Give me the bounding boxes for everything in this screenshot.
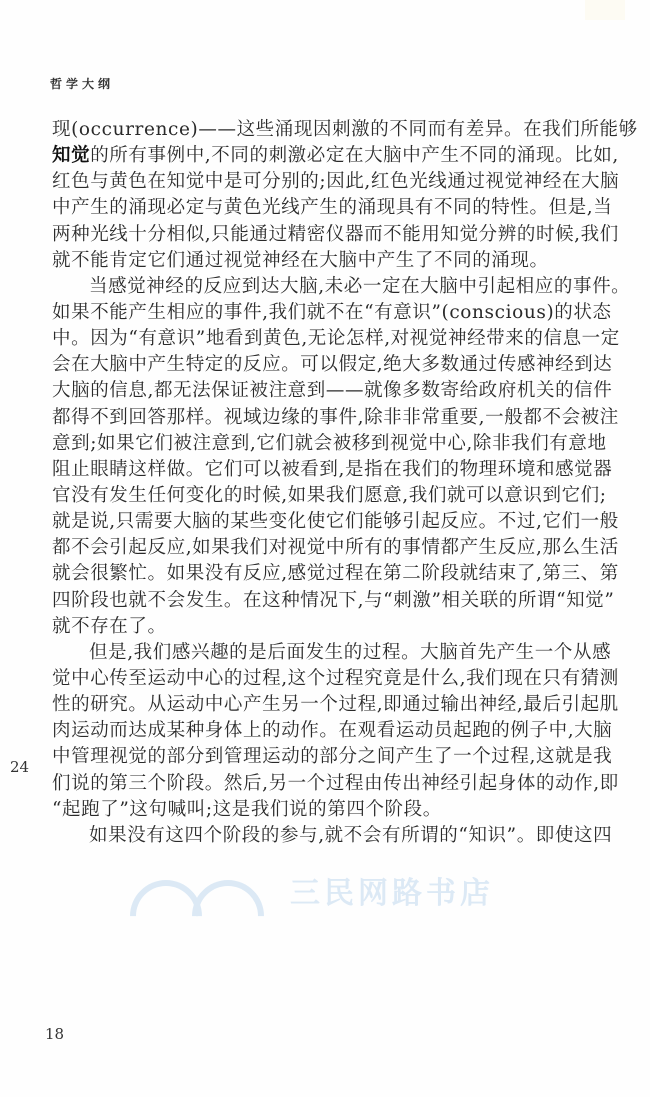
- line-text: 中。因为“有意识”地看到黄色,无论怎样,对视觉神经带来的信息一定: [52, 328, 620, 350]
- page-number: 18: [45, 1025, 65, 1043]
- text-line: [52, 614, 592, 640]
- line-text: 如果没有这四个阶段的参与,就不会有所谓的“知识”。即使这四: [89, 824, 613, 846]
- text-line: [52, 326, 620, 352]
- text-line: [52, 509, 619, 535]
- text-line: [52, 561, 619, 587]
- text-line: [52, 744, 613, 770]
- line-text: 两种光线十分相似,只能通过精密仪器而不能用知觉分辨的时候,我们: [52, 223, 619, 245]
- line-text: 的所有事例中,不同的刺激必定在大脑中产生不同的涌现。比如,: [90, 145, 619, 167]
- text-line: [52, 117, 638, 143]
- watermark: [130, 868, 550, 928]
- line-text: 阻止眼睛这样做。它们可以被看到,是指在我们的物理环境和感觉器: [52, 458, 613, 480]
- line-text: 大脑的信息,都无法保证被注意到——就像多数寄给政府机关的信件: [52, 380, 613, 402]
- page-corner-smudge: [585, 0, 625, 20]
- line-text: 当感觉神经的反应到达大脑,未必一定在大脑中引起相应的事件。: [89, 275, 631, 297]
- line-text: 就不存在了。: [52, 615, 167, 637]
- line-text: 性的研究。从运动中心产生另一个过程,即通过输出神经,最后引起肌: [52, 694, 619, 716]
- text-line: [52, 823, 613, 849]
- text-line: [52, 666, 619, 692]
- line-text: 四阶段也就不会发生。在这种情况下,与“刺激”相关联的所谓“知觉”: [52, 589, 615, 611]
- text-line: [52, 405, 619, 431]
- text-line: [52, 718, 613, 744]
- text-line: [52, 457, 613, 483]
- text-line: [52, 378, 613, 404]
- line-text: 就不能肯定它们通过视觉神经在大脑中产生了不同的涌现。: [52, 249, 549, 271]
- text-line: [52, 771, 619, 797]
- watermark-arc-icon: [115, 865, 217, 967]
- line-text: 现(occurrence)——这些涌现因刺激的不同而有差异。在我们所能够: [52, 119, 638, 140]
- line-text: 们说的第三个阶段。然后,另一个过程由传出神经引起身体的动作,即: [52, 772, 619, 794]
- line-text: 官没有发生任何变化的时候,如果我们愿意,我们就可以意识到它们;: [52, 484, 607, 506]
- line-text: “起跑了”这句喊叫;这是我们说的第四个阶段。: [52, 798, 442, 820]
- text-line: [52, 195, 613, 221]
- text-line: [52, 274, 631, 300]
- bold-term: 知觉: [52, 145, 91, 167]
- line-text: 如果不能产生相应的事件,我们就不在“有意识”(conscious)的状态: [52, 301, 612, 323]
- watermark-text: 三民网路书店: [290, 876, 494, 911]
- line-text: 肉运动而达成某种身体上的动作。在观看运动员起跑的例子中,大脑: [52, 720, 613, 742]
- text-line: [52, 535, 619, 561]
- body-text: [52, 117, 638, 849]
- text-line: [52, 222, 619, 248]
- line-text: 觉中心传至运动中心的过程,这个过程究竟是什么,我们现在只有猜测: [52, 667, 619, 689]
- line-text: 中管理视觉的部分到管理运动的部分之间产生了一个过程,这就是我: [52, 746, 613, 768]
- running-head: 哲学大纲: [50, 77, 115, 91]
- line-text: 但是,我们感兴趣的是后面发生的过程。大脑首先产生一个从感: [89, 641, 612, 663]
- text-line: [52, 352, 613, 378]
- line-text: 都得不到回答那样。视域边缘的事件,除非非常重要,一般都不会被注: [52, 406, 619, 428]
- line-text: 中产生的涌现必定与黄色光线产生的涌现具有不同的特性。但是,当: [52, 197, 613, 219]
- text-line: [52, 169, 620, 195]
- line-text: 都不会引起反应,如果我们对视觉中所有的事情都产生反应,那么生活: [52, 537, 619, 559]
- line-text: 就会很繁忙。如果没有反应,感觉过程在第二阶段就结束了,第三、第: [52, 563, 619, 585]
- text-line: [52, 483, 607, 509]
- text-line: [52, 300, 612, 326]
- text-line: [52, 692, 619, 718]
- text-line: [52, 248, 592, 274]
- text-line: [52, 431, 607, 457]
- margin-note-number: 24: [10, 758, 30, 776]
- line-text: 红色与黄色在知觉中是可分别的;因此,红色光线通过视觉神经在大脑: [52, 171, 620, 193]
- watermark-arc-icon: [177, 865, 279, 967]
- text-line: [52, 143, 619, 169]
- line-text: 意到;如果它们被注意到,它们就会被移到视觉中心,除非我们有意地: [52, 432, 607, 454]
- text-line: [52, 640, 612, 666]
- text-line: [52, 588, 615, 614]
- line-text: 就是说,只需要大脑的某些变化使它们能够引起反应。不过,它们一般: [52, 511, 619, 533]
- line-text: 会在大脑中产生特定的反应。可以假定,绝大多数通过传感神经到达: [52, 354, 613, 376]
- text-line: [52, 797, 592, 823]
